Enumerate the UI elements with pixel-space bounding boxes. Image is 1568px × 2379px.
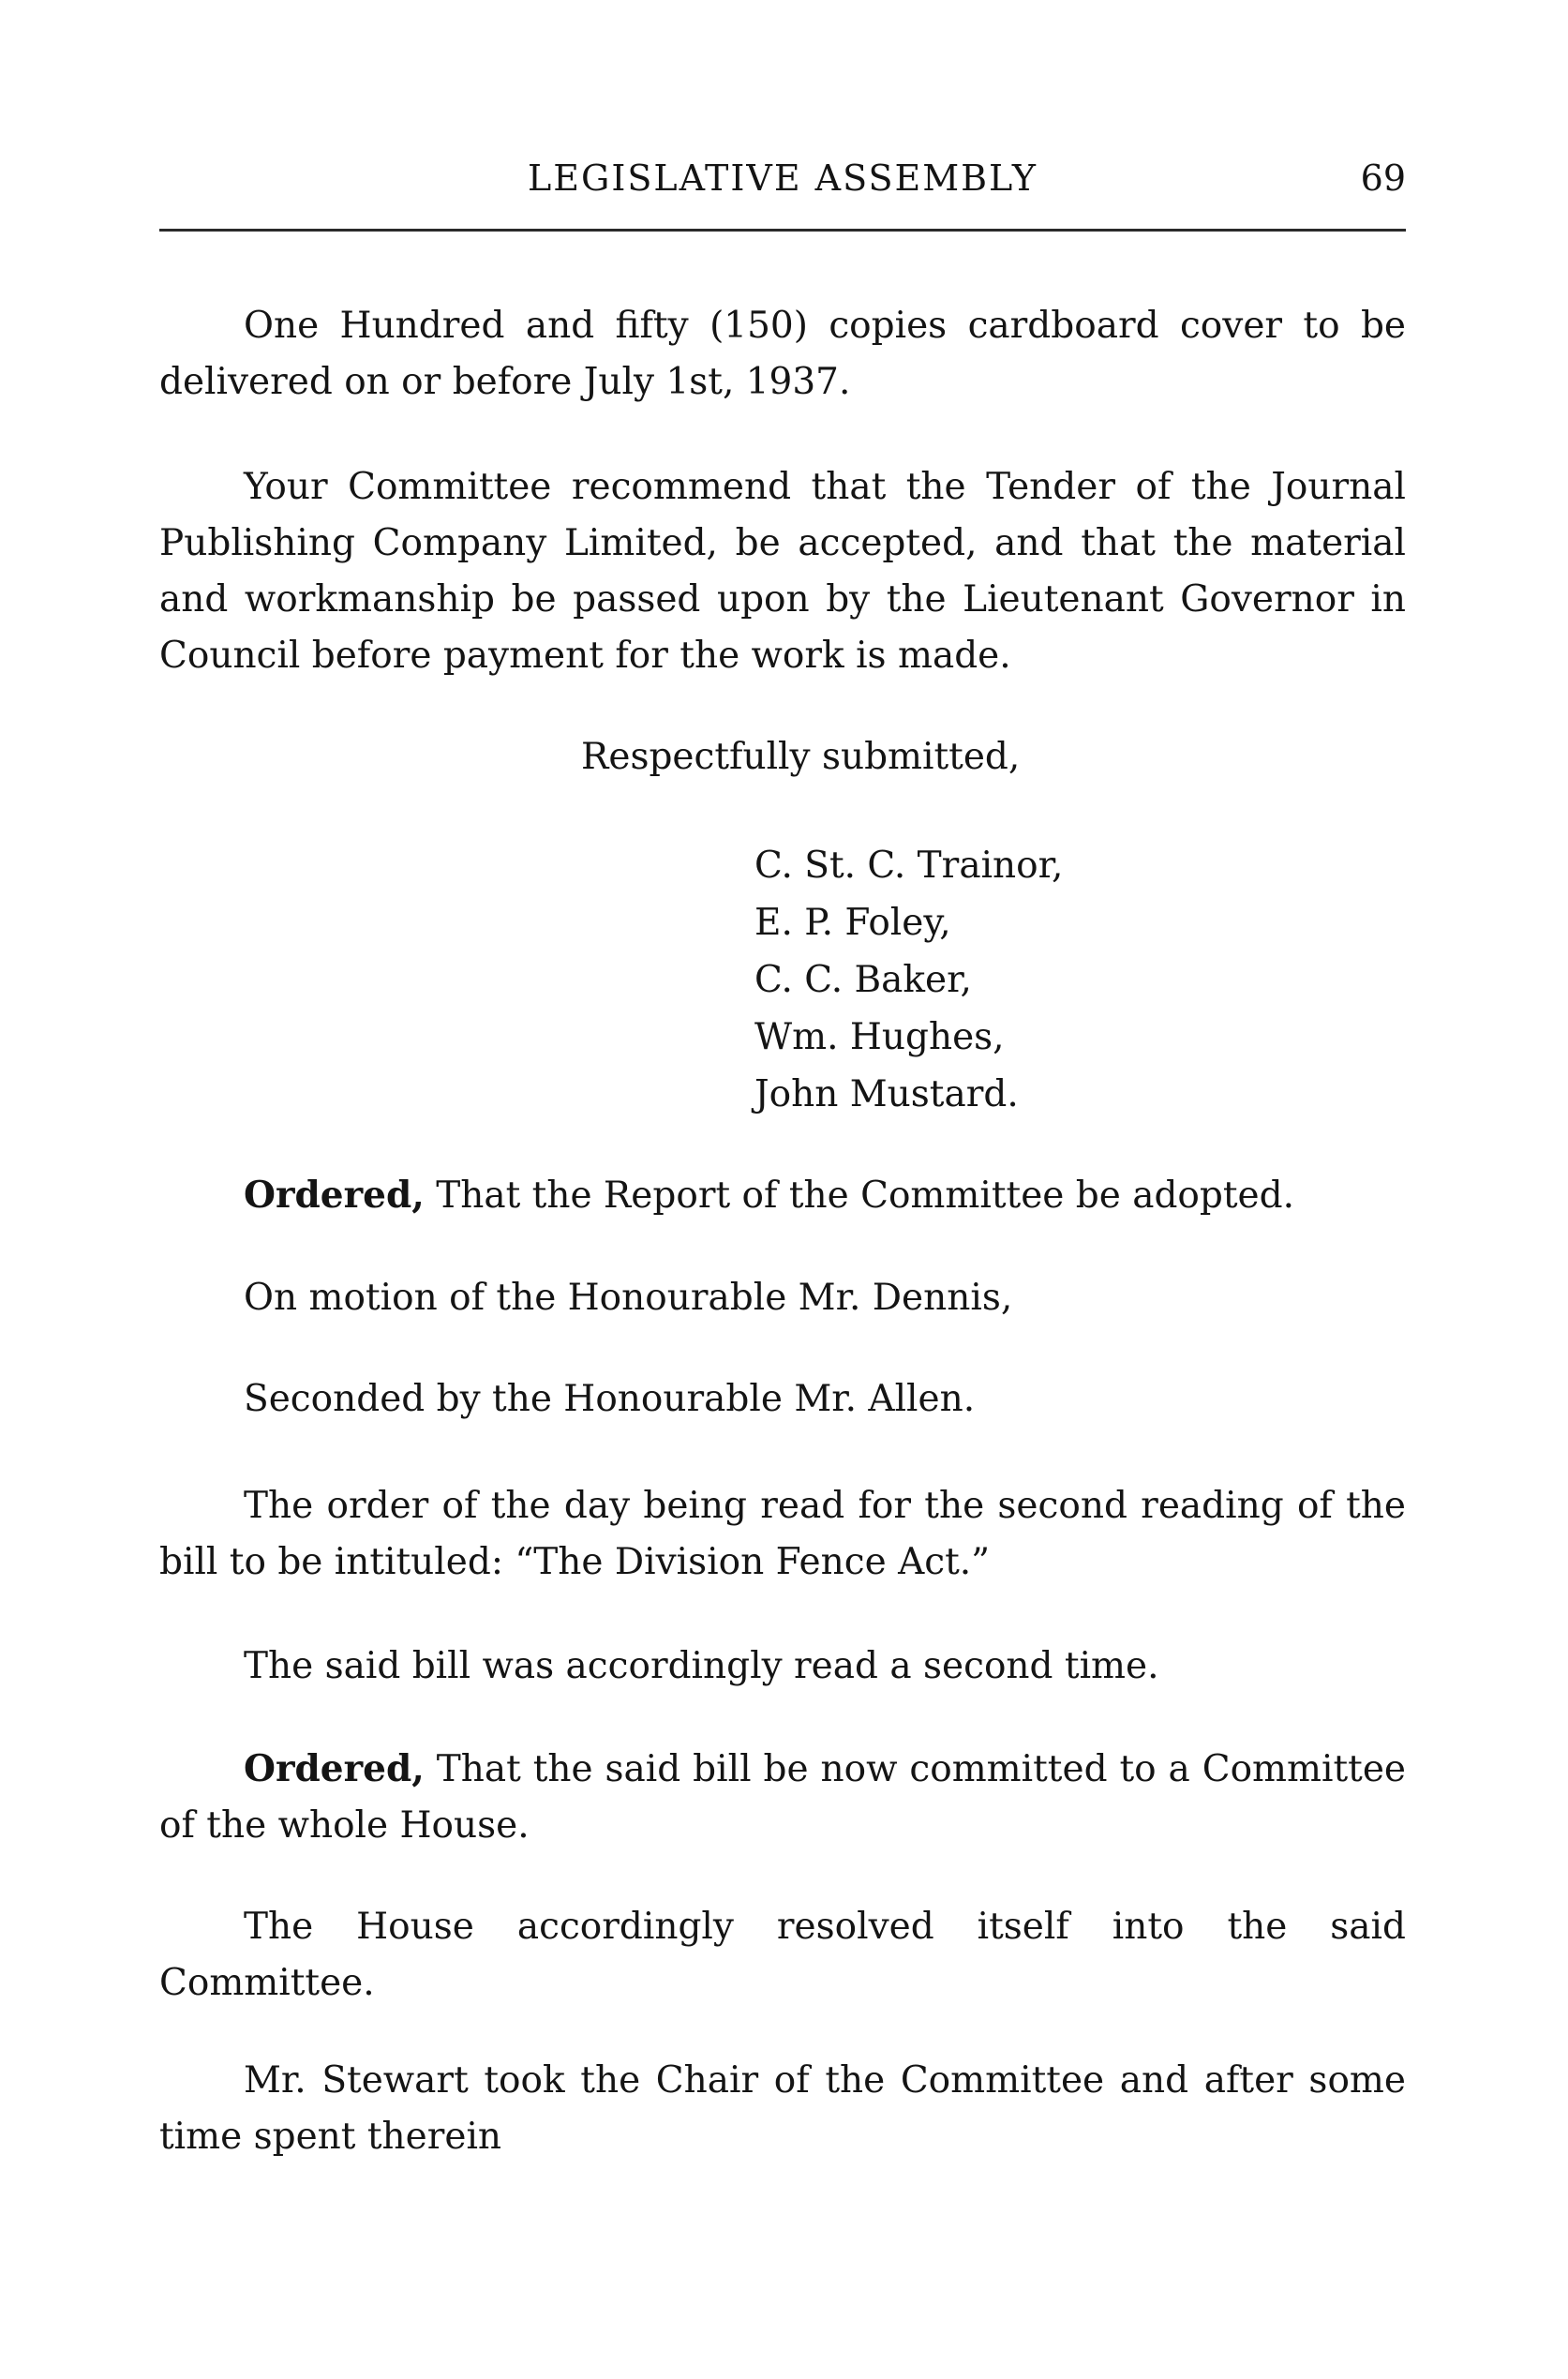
paragraph-order-of-day: The order of the day being read for the second reading of the bill to be intituled: “The Division Fence Act.” [159, 1485, 1406, 1583]
paragraph-house-resolved: The House accordingly resolved itself into the said Committee. [159, 1906, 1406, 2004]
paragraph-recommendation: Your Committee recommend that the Tender of the Journal Publishing Company Limited, be accepted, and that the material and workmanship be passed upon by the Lieutenant Governor in Council before payment for the work is made. [159, 466, 1406, 677]
signatory: E. P. Foley, [754, 902, 951, 944]
running-header-title: LEGISLATIVE ASSEMBLY [528, 157, 1038, 199]
paragraph-second-reading: The said bill was accordingly read a second time. [244, 1645, 1159, 1687]
signatory: Wm. Hughes, [754, 1016, 1005, 1058]
closing-line: Respectfully submitted, [581, 736, 1021, 778]
signatory: C. St. C. Trainor, [754, 845, 1064, 887]
paragraph-motion: On motion of the Honourable Mr. Dennis, [244, 1277, 1013, 1319]
ordered-label: Ordered, [244, 1174, 425, 1217]
ordered-label: Ordered, [244, 1747, 425, 1790]
paragraph-report-adopted [159, 1167, 1406, 1224]
signatory: C. C. Baker, [754, 959, 972, 1001]
signatory-list [754, 837, 1317, 1123]
page-number: 69 [1360, 157, 1406, 199]
paragraph-committed [159, 1741, 1406, 1854]
signatory: John Mustard. [754, 1073, 1019, 1115]
ordered-text: That the said bill be now committed to a Committee of the whole House. [159, 1748, 1406, 1847]
paragraph-chair: Mr. Stewart took the Chair of the Committee and after some time spent therein [159, 2059, 1406, 2158]
paragraph-copies: One Hundred and fifty (150) copies cardboard cover to be delivered on or before July 1st, 1937. [159, 305, 1406, 403]
page-header [159, 157, 1406, 214]
ordered-text: That the Report of the Committee be adopted. [424, 1175, 1294, 1217]
paragraph-seconded: Seconded by the Honourable Mr. Allen. [244, 1378, 976, 1420]
header-rule [159, 229, 1406, 232]
